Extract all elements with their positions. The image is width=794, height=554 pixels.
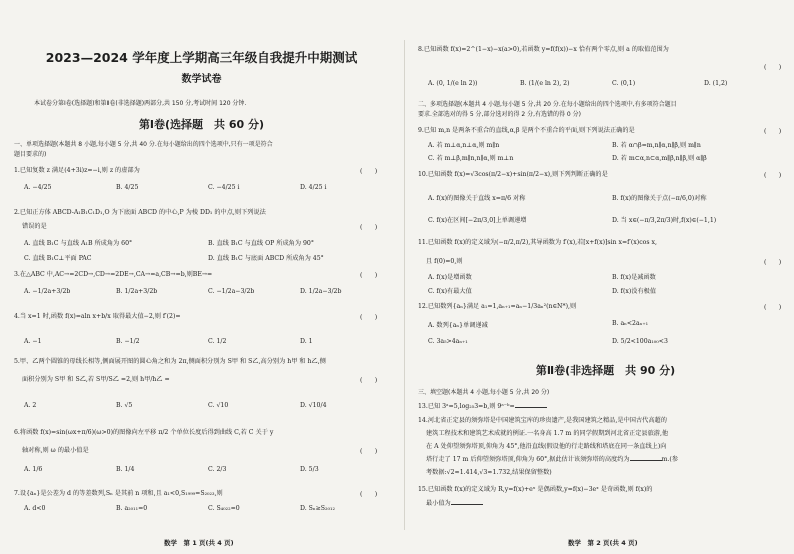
answer-paren: ( )	[764, 172, 782, 179]
answer-paren: ( )	[360, 272, 378, 279]
q9-option-a: A. 若 m⊥α,n⊥α,则 m∥n	[428, 142, 500, 149]
q7-option-d: D. Sₙ≥S₂₀₁₂	[300, 505, 335, 512]
q1-option-c: C. −4/25 i	[208, 184, 240, 191]
q3-option-a: A. −1/2a+3/2b	[24, 288, 71, 295]
q4-option-d: D. 1	[300, 338, 313, 345]
q7-option-b: B. a₂₀₁₁=0	[116, 505, 148, 512]
answer-paren: ( )	[764, 304, 782, 311]
answer-blank[interactable]	[515, 407, 547, 408]
subject-title: 数学试卷	[181, 74, 222, 85]
question-15-line-2	[426, 499, 483, 508]
q7-option-c: C. S₄₀₂₂=0	[208, 505, 240, 512]
part-1-heading: 第Ⅰ卷(选择题 共 60 分)	[138, 118, 265, 131]
section-1-instruction-cont: 题目要求的)	[14, 151, 47, 158]
q11-option-b: B. f(x)是减函数	[612, 274, 656, 281]
question-1-stem: 1.已知复数 z 满足(4+3i)z=−i,则 z 的虚部为	[14, 167, 140, 174]
page-1	[14, 0, 389, 554]
answer-blank[interactable]	[451, 504, 483, 505]
q10-option-a: A. f(x)的图像关于直线 x=π/6 对称	[428, 195, 526, 202]
q2-option-d: D. 直线 B₁C 与底面 ABCD 所成角为 45°	[208, 255, 324, 262]
question-7-stem: 7.设{aₙ}是公差为 d 的等差数列,Sₙ 是其前 n 项和,且 a₁<0,S₁₉₉₉=S₂₀₂₃,则	[14, 490, 223, 497]
answer-paren: ( )	[360, 224, 378, 231]
question-13-stem	[418, 402, 547, 411]
answer-paren: ( )	[360, 377, 378, 384]
q5-option-a: A. 2	[24, 402, 37, 409]
answer-blank[interactable]	[630, 460, 662, 461]
q1-option-b: B. 4/25	[116, 184, 139, 191]
question-14-line-3: 在 A 处仰望须弥塔顶,仰角为 45°,他沿直线(假设他的行走路线和塔底在同一条直线上)向	[426, 443, 667, 450]
q4-option-b: B. −1/2	[116, 338, 140, 345]
page-2-footer: 数学 第 2 页(共 4 页)	[568, 539, 638, 547]
section-1-instruction: 一、单项选择题(本题共 8 小题,每小题 5 分,共 40 分.在每小题给出的四个选项中,只有一项是符合	[14, 141, 273, 148]
question-13-text: 13.已知 3ᵃ=5,log₂₅3=b,则 9ᵃ⁻ᵇ=	[418, 403, 515, 410]
question-14-line-4-text: 塔行走了 17 m 后仰望须弥塔顶,仰角为 60°,据此估计该须弥塔的高度约为	[426, 456, 630, 463]
answer-paren: ( )	[360, 168, 378, 175]
q5-option-d: D. √10/4	[300, 402, 327, 409]
part-2-heading: 第Ⅱ卷(非选择题 共 90 分)	[535, 364, 676, 377]
question-15-stem: 15.已知函数 f(x)的定义域为 R,y=f(x)+eˣ 是偶函数,y=f(x)−3eˣ 是奇函数,则 f(x)的	[418, 486, 653, 493]
q8-option-d: D. (1,2)	[704, 80, 728, 87]
answer-paren: ( )	[360, 314, 378, 321]
q12-option-b: B. aₙ<2aₙ₊₁	[612, 320, 649, 327]
exam-note: 本试卷分第Ⅰ卷(选择题)和第Ⅱ卷(非选择题)两部分,共 150 分,考试时间 120 分钟.	[34, 100, 247, 107]
q4-option-c: C. 1/2	[208, 338, 227, 345]
q12-option-c: C. 3a₅>4aₙ₊₁	[428, 338, 468, 345]
q4-option-a: A. −1	[24, 338, 42, 345]
section-2-instruction: 二、多项选择题(本题共 4 小题,每小题 5 分,共 20 分.在每小题给出的四个选项中,有多项符合题目	[418, 101, 677, 108]
page-2	[418, 0, 793, 554]
column-divider	[404, 40, 405, 530]
q6-option-d: D. 5/3	[300, 466, 319, 473]
exam-title: 2023—2024 学年度上学期高三年级自我提升中期测试	[45, 50, 358, 65]
question-11-stem-cont: 且 f(0)=0,则	[426, 258, 463, 265]
question-6-stem: 6.将函数 f(x)=sin(ωx+π/6)(ω>0)的图像向左平移 π/2 个单位长度后得到曲线 C,若 C 关于 y	[14, 429, 274, 436]
question-3-stem: 3.在△ABC 中,AC→=2CD→,CD→=2DE→,CA→=a,CB→=b,则BE→=	[14, 271, 213, 278]
question-15-line-2-text: 最小值为	[426, 500, 451, 507]
q3-option-c: C. −1/2a−3/2b	[208, 288, 255, 295]
q11-option-a: A. f(x)是增函数	[428, 274, 472, 281]
q9-option-b: B. 若 α∩β=m,n∥α,n∥β,则 m∥n	[612, 142, 701, 149]
answer-paren: ( )	[764, 64, 782, 71]
q10-option-c: C. f(x)在区间[−2π/3,0]上单调递增	[428, 217, 527, 224]
section-2-instruction-cont: 要求.全部选对的得 5 分,部分选对的得 2 分,有选错的得 0 分)	[418, 111, 581, 118]
question-11-stem: 11.已知函数 f(x)的定义域为(−π/2,π/2),其导函数为 f′(x),若[x+f(x)]sin x=f′(x)cos x,	[418, 239, 657, 246]
q10-option-b: B. f(x)的图像关于点(−π/6,0)对称	[612, 195, 707, 202]
q9-option-c: C. 若 m⊥β,m∥n,n∥α,则 m⊥n	[428, 155, 514, 162]
q8-option-a: A. (0, 1/(e ln 2))	[428, 80, 478, 87]
question-12-stem: 12.已知数列{aₙ}满足 a₁=1,aₙ₊₁=aₙ−1/3aₙ²(n∈N*),则	[418, 303, 577, 310]
q12-option-d: D. 5/2<100a₁₀₀<3	[612, 338, 668, 345]
q5-option-c: C. √10	[208, 402, 229, 409]
section-3-instruction: 三、填空题(本题共 4 小题,每小题 5 分,共 20 分)	[418, 389, 550, 396]
answer-paren: ( )	[360, 448, 378, 455]
question-14-line-4	[426, 455, 678, 464]
q2-option-c: C. 直线 B₁C⊥平面 PAC	[24, 255, 92, 262]
question-14-unit: m.(参	[661, 456, 679, 463]
q11-option-d: D. f(x)没有极值	[612, 288, 657, 295]
answer-paren: ( )	[360, 491, 378, 498]
answer-paren: ( )	[764, 259, 782, 266]
q2-option-a: A. 直线 B₁C 与直线 A₁B 所成角为 60°	[24, 240, 133, 247]
question-14-line-5: 考数据:√2≈1.414,√3≈1.732,结果保留整数)	[426, 469, 552, 476]
question-5-stem-cont: 面积分别为 S甲 和 S乙,若 S甲/S乙 =2,则 h甲/h乙 =	[22, 376, 170, 383]
q6-option-a: A. 1/6	[24, 466, 43, 473]
q11-option-c: C. f(x)有最大值	[428, 288, 472, 295]
q8-option-b: B. (1/(e ln 2), 2)	[520, 80, 570, 87]
page-1-footer: 数学 第 1 页(共 4 页)	[164, 539, 234, 547]
q2-option-b: B. 直线 B₁C 与直线 OP 所成角为 90°	[208, 240, 314, 247]
question-9-stem: 9.已知 m,n 是两条不重合的直线,α,β 是两个不重合的平面,则下列说法正确的是	[418, 127, 635, 134]
q7-option-a: A. d<0	[24, 505, 46, 512]
question-14-line-2: 建筑工程技术和建筑艺术成就的例证.一名身高 1.7 m 的同学假期到河北省正定县旅游,他	[426, 430, 669, 437]
question-5-stem: 5.甲、乙两个圆锥的母线长相等,侧面展开图的圆心角之和为 2π,侧面积分别为 S甲 和 S乙,高分别为 h甲 和 h乙,侧	[14, 358, 326, 365]
question-2-stem-cont: 错误的是	[22, 223, 47, 230]
q3-option-d: D. 1/2a−3/2b	[300, 288, 342, 295]
q5-option-b: B. √5	[116, 402, 133, 409]
q6-option-b: B. 1/4	[116, 466, 135, 473]
answer-paren: ( )	[764, 128, 782, 135]
q1-option-d: D. 4/25 i	[300, 184, 327, 191]
question-6-stem-cont: 轴对称,则 ω 的最小值是	[22, 447, 89, 454]
q1-option-a: A. −4/25	[24, 184, 52, 191]
q8-option-c: C. (0,1)	[612, 80, 636, 87]
question-8-stem: 8.已知函数 f(x)=2^(1−x)−x(a>0),若函数 y=f(f(x))−x 恰有两个零点,则 a 的取值范围为	[418, 46, 669, 53]
q6-option-c: C. 2/3	[208, 466, 227, 473]
question-14-stem: 14.河北省正定县的须弥塔是中国建筑宝库的珍贵遗产,是我国建筑之精品,是中国古代高超的	[418, 417, 667, 424]
q3-option-b: B. 1/2a+3/2b	[116, 288, 158, 295]
q12-option-a: A. 数列{aₙ}单调递减	[428, 322, 488, 329]
question-2-stem: 2.已知正方体 ABCD-A₁B₁C₁D₁,O 为下底面 ABCD 的中心,P 为棱 DD₁ 的中点,则下列说法	[14, 209, 266, 216]
question-4-stem: 4.当 x=1 时,函数 f(x)=aln x+b/x 取得最大值−2,则 f′(2)=	[14, 313, 181, 320]
question-10-stem: 10.已知函数 f(x)=√3cos(π/2−x)+sin(π/2−x),则下列判断正确的是	[418, 171, 608, 178]
q9-option-d: D. 若 m⊂α,n⊂α,m∥β,n∥β,则 α∥β	[612, 155, 707, 162]
q10-option-d: D. 当 x∈(−π/3,2π/3)时,f(x)∈(−1,1)	[612, 217, 717, 224]
